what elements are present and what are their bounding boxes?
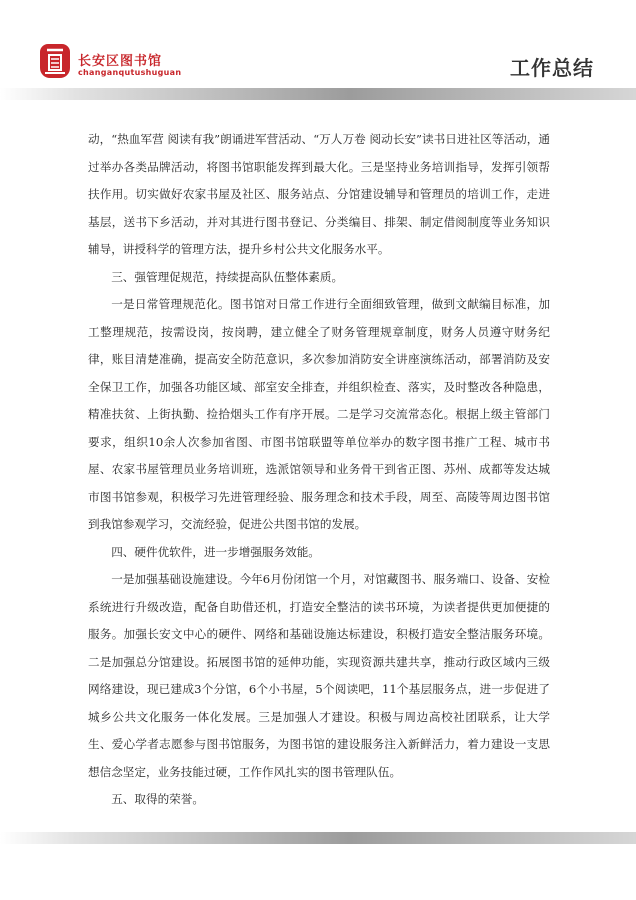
- paragraph-continued: 动，“热血军营 阅读有我”朗诵进军营活动、“万人万卷 阅动长安”读书日进社区等活动，通过举办各类品牌活动，将图书馆职能发挥到最大化。三是坚持业务培训指导，发挥引领帮扶作用。切实做好农家书屋及社区、服务站点、分馆建设辅导和管理员的培训工作，走进基层，送书下乡活动，并对其进行图书登记、分类编目、排架、制定借阅制度等业务知识辅导，讲授科学的管理方法，提升乡村公共文化服务水平。: [88, 132, 550, 256]
- page-header: [0, 0, 636, 100]
- library-name-pinyin: changanqutushuguan: [78, 68, 182, 77]
- footer-divider-band: [0, 832, 636, 844]
- section-heading-4: 四、硬件优软件，进一步增强服务效能。: [111, 544, 320, 559]
- paragraph: 一是日常管理规范化。图书馆对日常工作进行全面细致管理，做到文献编目标准，加工整理规范，按需设岗，按岗聘，建立健全了财务管理规章制度，财务人员遵守财务纪律，账目清楚准确，提高安全防范意识，多次参加消防安全讲座演练活动，部署消防及安全保卫工作，加强各功能区域、部室安全排查，并组织检查、落实，及时整改各种隐患，精准扶贫、上街执勤、捡拾烟头工作有序开展。二是学习交流常态化。根据上级主管部门要求，组织10余人次参加省图、市图书馆联盟等单位举办的数字图书推广工程、城市书屋、农家书屋管理员业务培训班，选派馆领导和业务骨干到省正图、苏州、成都等发达城市图书馆参观，积极学习先进管理经验、服务理念和技术手段，周至、高陵等周边图书馆到我馆参观学习，交流经验，促进公共图书馆的发展。: [88, 297, 550, 531]
- section-heading-5: 五、取得的荣誉。: [111, 792, 204, 806]
- library-name: 长安区图书馆: [78, 54, 163, 69]
- section-heading-3: 三、强管理促规范，持续提高队伍整体素质。: [111, 269, 344, 284]
- header-divider-band: [0, 88, 636, 100]
- paragraph: 一是加强基础设施建设。今年6月份闭馆一个月，对馆藏图书、服务端口、设备、安检系统进行升级改造，配备自助借还机，打造安全整洁的读书环境，为读者提供更加便捷的服务。加强长安文中心的硬件、网络和基础设施达标建设，积极打造安全整洁服务环境。二是加强总分馆建设。拓展图书馆的延伸功能，实现资源共建共享，推动行政区域内三级网络建设，现已建成3个分馆，6个小书屋，5个阅读吧，11个基层服务点，进一步促进了城乡公共文化服务一体化发展。三是加强人才建设。积极与周边高校社团联系，让大学生、爱心学者志愿参与图书馆服务，为图书馆的建设服务注入新鲜活力，着力建设一支思想信念坚定，业务技能过硬，工作作风扎实的图书管理队伍。: [88, 572, 550, 779]
- page-title: 工作总结: [510, 56, 594, 80]
- document-body: [88, 126, 550, 814]
- library-seal-logo-icon: [40, 44, 70, 78]
